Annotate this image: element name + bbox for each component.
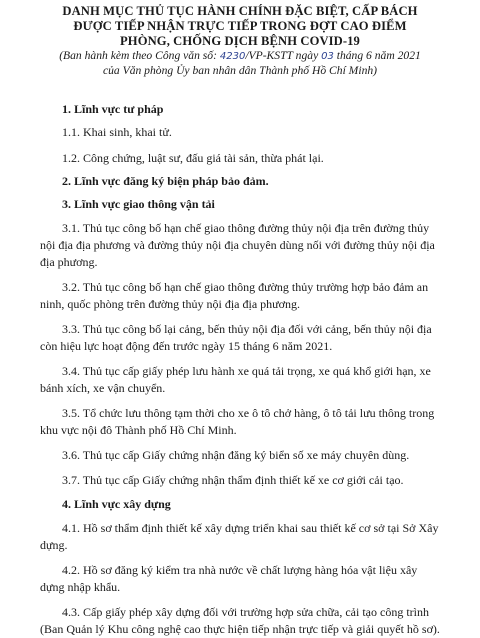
section-4-heading: 4. Lĩnh vực xây dựng (62, 497, 171, 511)
item-1-2: 1.2. Công chứng, luật sư, đấu giá tài sản, thừa phát lại. (62, 151, 324, 165)
subtitle-line-1 (40, 49, 440, 64)
subtitle-suffix: tháng 6 năm 2021 (333, 49, 421, 62)
section-2-heading: 2. Lĩnh vực đăng ký biện pháp bảo đảm. (62, 174, 269, 188)
document-subtitle (40, 49, 440, 78)
handwritten-day: 03 (321, 51, 334, 62)
title-line-1: DANH MỤC THỦ TỤC HÀNH CHÍNH ĐẶC BIỆT, CẤP BÁCH (62, 4, 418, 18)
section-3-heading: 3. Lĩnh vực giao thông vận tải (62, 197, 215, 211)
title-line-3: PHÒNG, CHỐNG DỊCH BỆNH COVID-19 (120, 34, 360, 48)
section-1-heading: 1. Lĩnh vực tư pháp (62, 102, 164, 116)
document-title (40, 4, 440, 49)
item-3-3: 3.3. Thủ tục công bố lại cảng, bến thủy nội địa đối với cảng, bến thủy nội địa còn hiệu lực hoạt động đến trước ngày 15 tháng 6 năm 2021. (40, 322, 432, 353)
item-3-2: 3.2. Thủ tục công bố hạn chế giao thông đường thủy trường hợp bảo đảm an ninh, quốc phòng trên đường thủy nội địa địa phương. (40, 280, 429, 311)
item-4-1: 4.1. Hồ sơ thẩm định thiết kế xây dựng triển khai sau thiết kế cơ sở tại Sở Xây dựng. (40, 521, 439, 552)
item-1-1: 1.1. Khai sinh, khai tử. (62, 125, 172, 139)
subtitle-line-2: của Văn phòng Ủy ban nhân dân Thành phố Hồ Chí Minh) (102, 64, 378, 77)
subtitle-mid: /VP-KSTT ngày (245, 49, 322, 62)
item-3-5: 3.5. Tổ chức lưu thông tạm thời cho xe ô tô chở hàng, ô tô tải lưu thông trong khu vực nội đô Thành phố Hồ Chí Minh. (40, 406, 435, 437)
item-3-1: 3.1. Thủ tục công bố hạn chế giao thông đường thủy nội địa trên đường thủy nội địa địa phương và đường thủy nội địa chuyên dùng nối với đường thủy nội địa địa phương. (40, 221, 435, 269)
handwritten-doc-number: 4230 (219, 51, 246, 62)
subtitle-prefix: (Ban hành kèm theo Công văn số: (59, 49, 220, 62)
item-3-4: 3.4. Thủ tục cấp giấy phép lưu hành xe quá tải trọng, xe quá khổ giới hạn, xe bánh xích, xe vận chuyển. (40, 364, 431, 395)
item-3-6: 3.6. Thủ tục cấp Giấy chứng nhận đăng ký biển số xe máy chuyên dùng. (62, 448, 410, 462)
item-3-7: 3.7. Thủ tục cấp Giấy chứng nhận thẩm định thiết kế xe cơ giới cải tạo. (62, 473, 404, 487)
document-page (0, 4, 480, 636)
item-4-2: 4.2. Hồ sơ đăng ký kiểm tra nhà nước về chất lượng hàng hóa vật liệu xây dựng nhập khẩu. (40, 563, 418, 594)
title-line-2: ĐƯỢC TIẾP NHẬN TRỰC TIẾP TRONG ĐỢT CAO ĐIỂM (73, 19, 407, 33)
item-4-3: 4.3. Cấp giấy phép xây dựng đối với trường hợp sửa chữa, cải tạo công trình (Ban Quản lý Khu công nghệ cao thực hiện tiếp nhận trực tiếp và giải quyết hồ sơ). (40, 605, 440, 636)
